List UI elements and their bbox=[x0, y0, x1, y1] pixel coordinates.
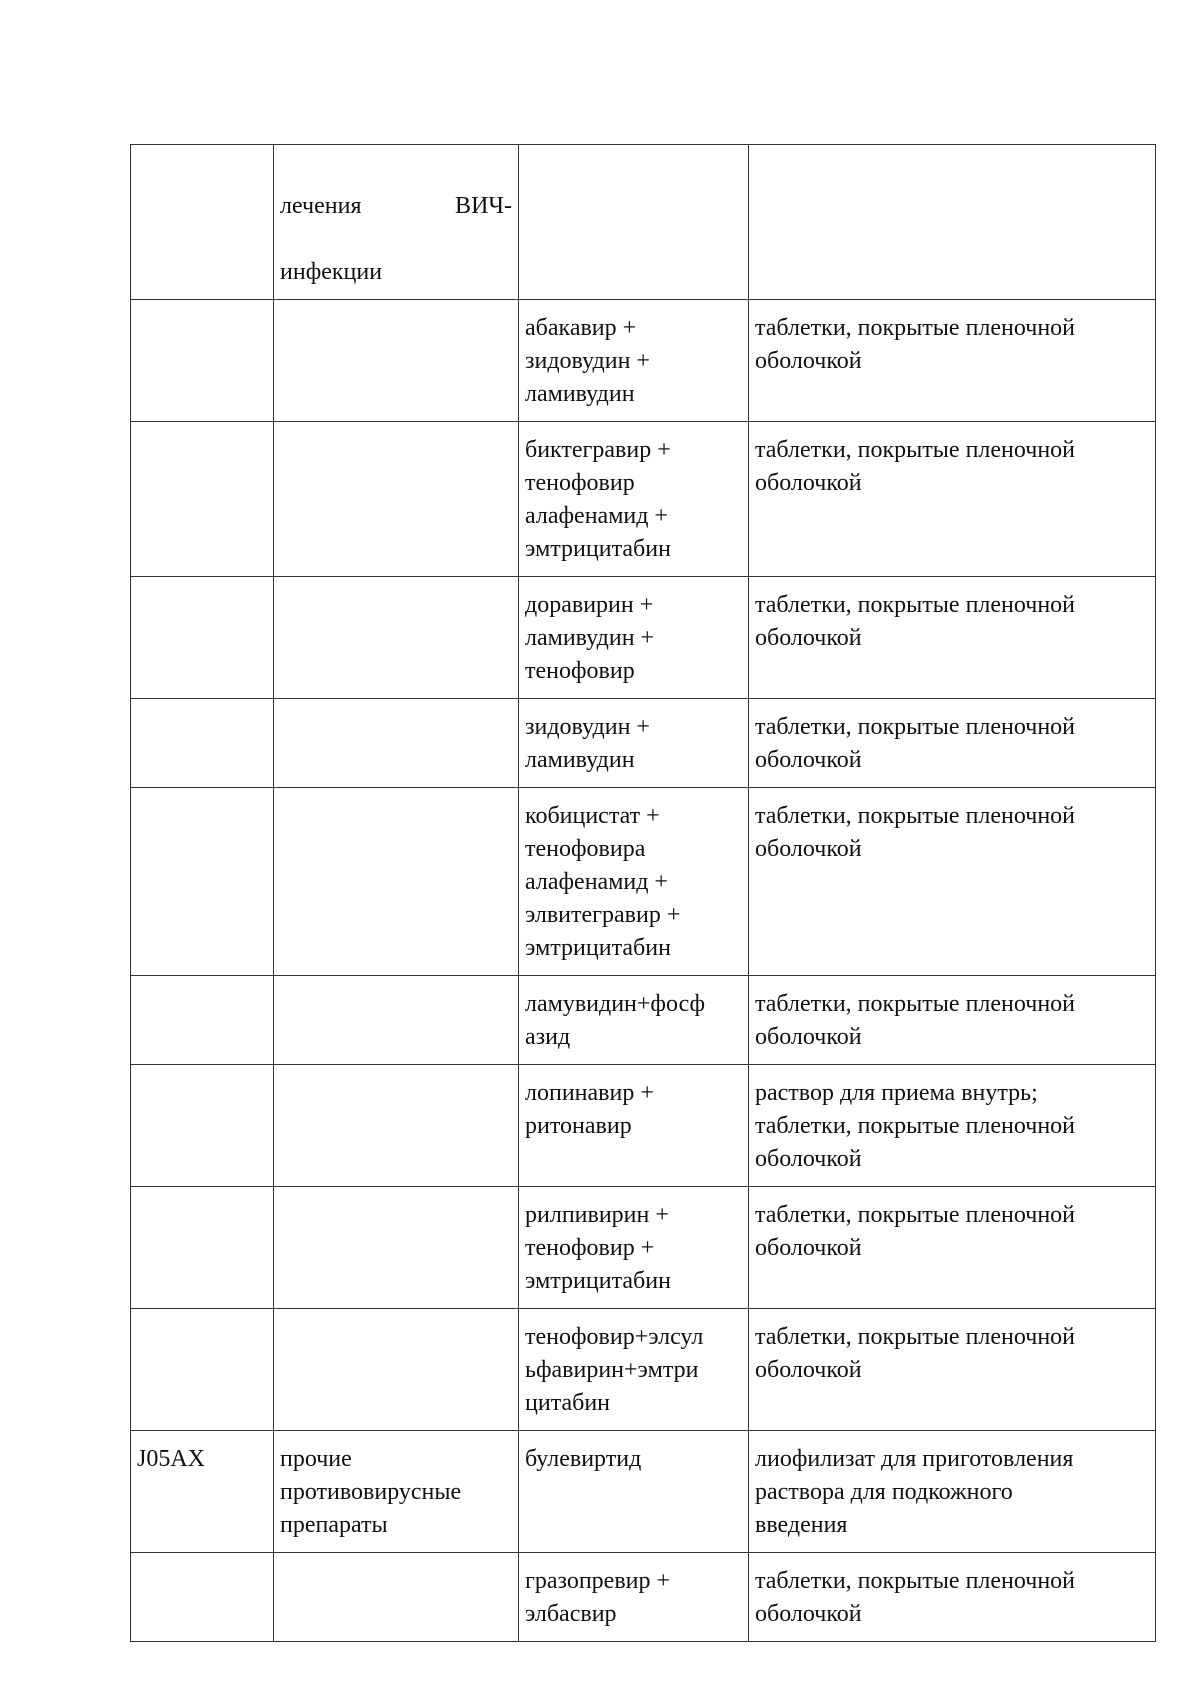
group-cell bbox=[274, 577, 519, 699]
group-cell bbox=[274, 145, 519, 300]
dosage-form-cell: таблетки, покрытые пленочной оболочкой bbox=[749, 422, 1156, 577]
group-text-line: лечения ВИЧ- bbox=[280, 193, 512, 219]
group-cell bbox=[274, 1553, 519, 1642]
dosage-form-cell: таблетки, покрытые пленочной оболочкой bbox=[749, 699, 1156, 788]
group-cell bbox=[274, 1309, 519, 1431]
dosage-form-cell: таблетки, покрытые пленочной оболочкой bbox=[749, 788, 1156, 976]
drug-name-cell: абакавир + зидовудин + ламивудин bbox=[519, 300, 749, 422]
dosage-form-cell: таблетки, покрытые пленочной оболочкой bbox=[749, 1553, 1156, 1642]
drug-name-cell: ламувидин+фосф азид bbox=[519, 976, 749, 1065]
drug-name-cell: тенофовир+элсул ьфавирин+эмтри цитабин bbox=[519, 1309, 749, 1431]
drug-name-cell: биктегравир + тенофовир алафенамид + эмтрицитабин bbox=[519, 422, 749, 577]
drug-table bbox=[130, 144, 1156, 1642]
table-row bbox=[131, 422, 1156, 577]
group-cell bbox=[274, 699, 519, 788]
table-row bbox=[131, 145, 1156, 300]
drug-name-cell: булевиртид bbox=[519, 1431, 749, 1553]
dosage-form-cell: таблетки, покрытые пленочной оболочкой bbox=[749, 577, 1156, 699]
atc-code-cell bbox=[131, 422, 274, 577]
table-row bbox=[131, 577, 1156, 699]
table-row bbox=[131, 1553, 1156, 1642]
table-row bbox=[131, 1309, 1156, 1431]
drug-name-cell: зидовудин + ламивудин bbox=[519, 699, 749, 788]
drug-name-cell bbox=[519, 145, 749, 300]
dosage-form-cell: таблетки, покрытые пленочной оболочкой bbox=[749, 1309, 1156, 1431]
dosage-form-cell: таблетки, покрытые пленочной оболочкой bbox=[749, 300, 1156, 422]
table-row bbox=[131, 1431, 1156, 1553]
table-row bbox=[131, 976, 1156, 1065]
group-cell bbox=[274, 1187, 519, 1309]
drug-name-cell: рилпивирин + тенофовир + эмтрицитабин bbox=[519, 1187, 749, 1309]
table-row bbox=[131, 699, 1156, 788]
drug-name-cell: лопинавир + ритонавир bbox=[519, 1065, 749, 1187]
atc-code-cell bbox=[131, 976, 274, 1065]
dosage-form-cell: лиофилизат для приготовления раствора для подкожного введения bbox=[749, 1431, 1156, 1553]
drug-name-cell: гразопревир + элбасвир bbox=[519, 1553, 749, 1642]
atc-code-cell bbox=[131, 145, 274, 300]
table-row bbox=[131, 788, 1156, 976]
dosage-form-cell: таблетки, покрытые пленочной оболочкой bbox=[749, 976, 1156, 1065]
table-row bbox=[131, 1065, 1156, 1187]
atc-code-cell bbox=[131, 1309, 274, 1431]
atc-code-cell bbox=[131, 300, 274, 422]
atc-code-cell bbox=[131, 1187, 274, 1309]
atc-code-cell bbox=[131, 1065, 274, 1187]
dosage-form-cell bbox=[749, 145, 1156, 300]
table-row bbox=[131, 300, 1156, 422]
atc-code-cell bbox=[131, 788, 274, 976]
group-cell: прочие противовирусные препараты bbox=[274, 1431, 519, 1553]
group-cell bbox=[274, 300, 519, 422]
dosage-form-cell: таблетки, покрытые пленочной оболочкой bbox=[749, 1187, 1156, 1309]
group-cell bbox=[274, 976, 519, 1065]
table-row bbox=[131, 1187, 1156, 1309]
atc-code-cell bbox=[131, 577, 274, 699]
group-cell bbox=[274, 1065, 519, 1187]
drug-name-cell: кобицистат + тенофовира алафенамид + элвитегравир + эмтрицитабин bbox=[519, 788, 749, 976]
atc-code-cell bbox=[131, 1553, 274, 1642]
group-cell bbox=[274, 788, 519, 976]
atc-code-cell: J05AX bbox=[131, 1431, 274, 1553]
group-text-line: инфекции bbox=[280, 259, 383, 285]
atc-code-cell bbox=[131, 699, 274, 788]
dosage-form-cell: раствор для приема внутрь; таблетки, покрытые пленочной оболочкой bbox=[749, 1065, 1156, 1187]
group-cell bbox=[274, 422, 519, 577]
drug-name-cell: доравирин + ламивудин + тенофовир bbox=[519, 577, 749, 699]
